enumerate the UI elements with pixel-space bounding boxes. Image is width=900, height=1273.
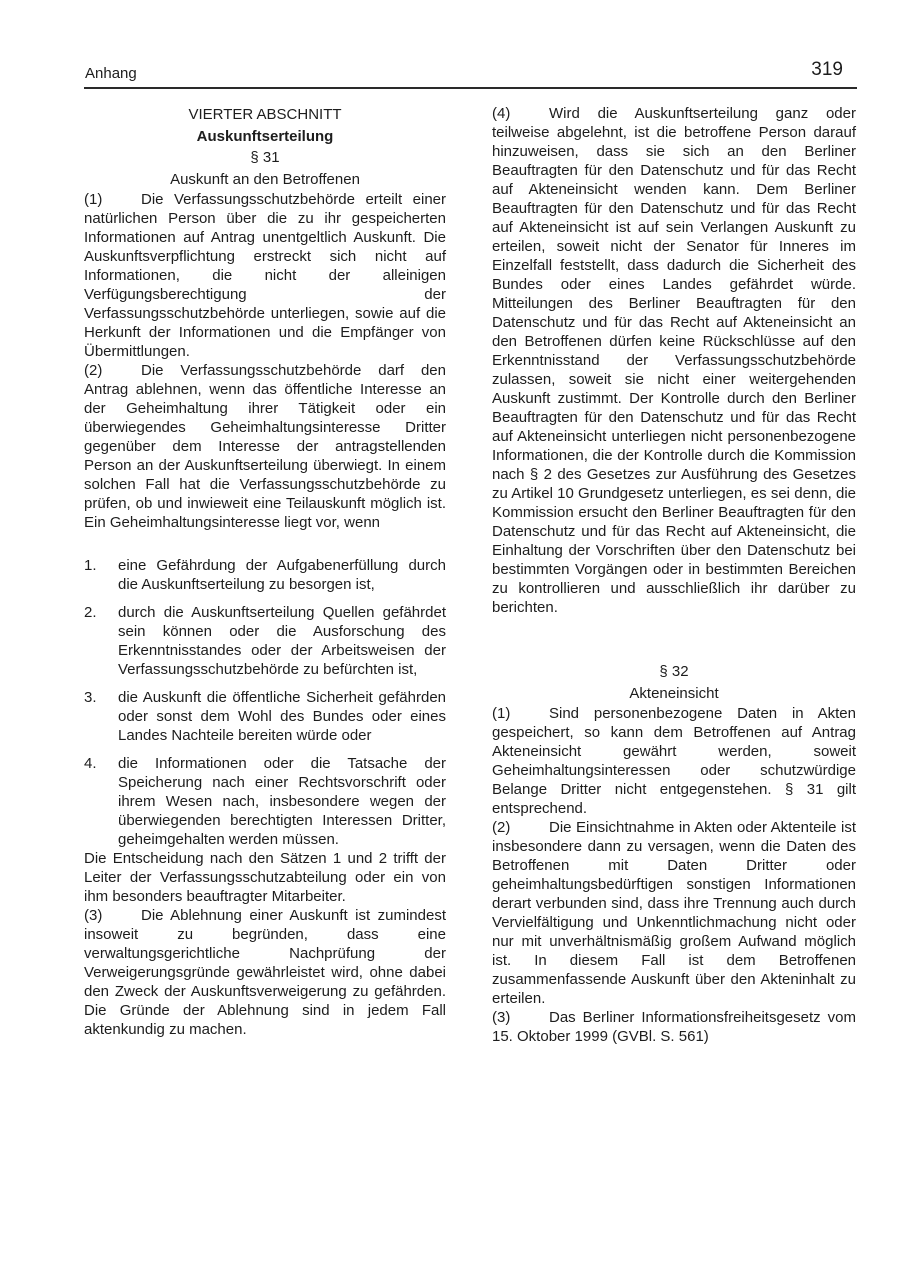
- left-column: [84, 104, 446, 1039]
- paragraph-3: [84, 906, 446, 1039]
- paragraph-2-sec32: [492, 818, 856, 1008]
- closing-sentence: [84, 849, 446, 906]
- section-title-line: Auskunftserteilung: [196, 127, 334, 145]
- list-item-text: durch die Auskunftserteilung Quellen gefährdet sein können oder die Ausforschung des Erkenntnisstandes oder der Arbeitsweisen der Verfassungsschutzbehörde zu befürchten ist,: [118, 604, 446, 678]
- list-item-number: 4.: [84, 755, 97, 772]
- section-title-line: VIERTER ABSCHNITT: [188, 106, 342, 123]
- paragraph-number: (2): [84, 362, 103, 379]
- paragraph-3-sec32: [492, 1008, 856, 1046]
- paragraph-1: [84, 190, 446, 361]
- paragraph-text: Sind personenbezogene Daten in Akten gespeichert, so kann dem Betroffenen auf Antrag Akteneinsicht gewährt werden, soweit Geheimhaltungsinteressen oder schutzwürdige Belange Dritter nicht entgegenstehen. § 31 gilt entsprechend.: [492, 705, 856, 817]
- list-item: [84, 603, 446, 679]
- paragraph-2: [84, 361, 446, 532]
- paragraph-number: (3): [492, 1009, 511, 1026]
- section-subtitle: Akteneinsicht: [629, 684, 719, 702]
- paragraph-text: Die Einsichtnahme in Akten oder Aktenteile ist insbesondere dann zu versagen, wenn die Daten des Betroffenen mit Daten Dritter oder geheimhaltungsbedürftigen sonstigen Informationen derart verbunden sind, dass ihre Trennung auch durch Vervielfältigung und Unkenntlichmachung nicht oder nur mit unverhältnismäßig großem Aufwand möglich ist. In diesem Fall ist dem Betroffenen zusammenfassende Auskunft über den Akteninhalt zu erteilen.: [492, 819, 856, 1007]
- paragraph-text: Das Berliner Informationsfreiheitsgesetz vom 15. Oktober 1999 (GVBl. S. 561): [492, 1009, 856, 1045]
- numbered-list: [84, 556, 446, 849]
- list-item: [84, 754, 446, 849]
- paragraph-text: Die Entscheidung nach den Sätzen 1 und 2 trifft der Leiter der Verfassungsschutzabteilung oder ein von ihm besonders beauftragter Mitarbeiter.: [84, 850, 446, 905]
- section-paragraph-symbol: § 31: [250, 149, 280, 166]
- paragraph-text: Wird die Auskunftserteilung ganz oder teilweise abgelehnt, ist die betroffene Person darauf hinzuweisen, dass sie sich an den Berliner Beauftragten für den Datenschutz und für das Recht auf Akteneinsicht wenden kann. Dem Berliner Beauftragten für den Datenschutz und für das Recht auf Akteneinsicht ist auf sein Verlangen Auskunft zu erteilen, soweit nicht der Senator für Inneres im Einzelfall feststellt, dass dadurch die Sicherheit des Bundes oder eines Landes gefährdet würde. Mitteilungen des Berliner Beauftragten für den Datenschutz und für das Recht auf Akteneinsicht an den Betroffenen dürfen keine Rückschlüsse auf den Erkenntnisstand der Verfassungsschutzbehörde zulassen, soweit sie nicht einer weitergehenden Auskunft zustimmt. Der Kontrolle durch den Berliner Beauftragten für den Datenschutz und für das Recht auf Akteneinsicht unterliegen nicht personenbezogene Informationen, die der Kontrolle durch die Kommission nach § 2 des Gesetzes zur Ausführung des Gesetzes zu Artikel 10 Grundgesetz unterliegen, es sei denn, die Kommission ersucht den Berliner Beauftragten für den Datenschutz und für das Recht auf Akteneinsicht, die Einhaltung der Vorschriften über den Datenschutz bei bestimmten Vorgängen oder in bestimmten Bereichen zu kontrollieren und ausschließlich ihr darüber zu berichten.: [492, 105, 856, 616]
- section-paragraph-symbol: § 32: [659, 663, 689, 680]
- list-item: [84, 556, 446, 594]
- section-heading-31: [84, 104, 446, 190]
- paragraph-number: (4): [492, 105, 511, 122]
- paragraph-number: (2): [492, 819, 511, 836]
- list-item: [84, 688, 446, 745]
- section-subtitle: Auskunft an den Betroffenen: [170, 170, 360, 188]
- paragraph-text: Die Ablehnung einer Auskunft ist zumindest insoweit zu begründen, dass eine verwaltungsgerichtliche Nachprüfung der Verweigerungsgründe gewährleistet wird, ohne dabei den Zweck der Auskunftsverweigerung zu gefährden. Die Gründe der Ablehnung sind in jedem Fall aktenkundig zu machen.: [84, 907, 446, 1038]
- paragraph-number: (1): [84, 191, 103, 208]
- running-header: Anhang: [85, 65, 137, 82]
- paragraph-text: Die Verfassungsschutzbehörde darf den Antrag ablehnen, wenn das öffentliche Interesse an der Geheimhaltung ihrer Tätigkeit oder ein überwiegendes Geheimhaltungsinteresse Dritter gegenüber dem Interesse der antragstellenden Person an der Auskunftserteilung überwiegt. In einem solchen Fall hat die Verfassungsschutzbehörde zu prüfen, ob und inwieweit eine Teilauskunft möglich ist. Ein Geheimhaltungsinteresse liegt vor, wenn: [84, 362, 446, 531]
- header-rule: [84, 87, 857, 89]
- list-item-number: 2.: [84, 604, 97, 621]
- list-item-number: 1.: [84, 557, 97, 574]
- paragraph-1-sec32: [492, 704, 856, 818]
- list-item-text: die Auskunft die öffentliche Sicherheit gefährden oder sonst dem Wohl des Bundes oder eines Landes Nachteile bereiten würde oder: [118, 689, 446, 744]
- list-item-text: die Informationen oder die Tatsache der Speicherung nach einer Rechtsvorschrift oder ihrem Wesen nach, insbesondere wegen der überwiegenden berechtigten Interessen Dritter, geheimgehalten werden müssen.: [118, 755, 446, 848]
- right-column: [492, 104, 856, 1046]
- paragraph-number: (1): [492, 705, 511, 722]
- list-item-text: eine Gefährdung der Aufgabenerfüllung durch die Auskunftserteilung zu besorgen ist,: [118, 557, 446, 593]
- paragraph-4: [492, 104, 856, 617]
- paragraph-number: (3): [84, 907, 103, 924]
- section-heading-32: [492, 661, 856, 704]
- list-item-number: 3.: [84, 689, 97, 706]
- page-number: 319: [811, 59, 843, 80]
- paragraph-text: Die Verfassungsschutzbehörde erteilt einer natürlichen Person über die zu ihr gespeicherten Informationen auf Antrag unentgeltlich Auskunft. Die Auskunftsverpflichtung erstreckt sich nicht auf Informationen, die nicht der alleinigen Verfügungsberechtigung der Verfassungsschutzbehörde unterliegen, sowie auf die Herkunft der Informationen und die Empfänger von Übermittlungen.: [84, 191, 446, 360]
